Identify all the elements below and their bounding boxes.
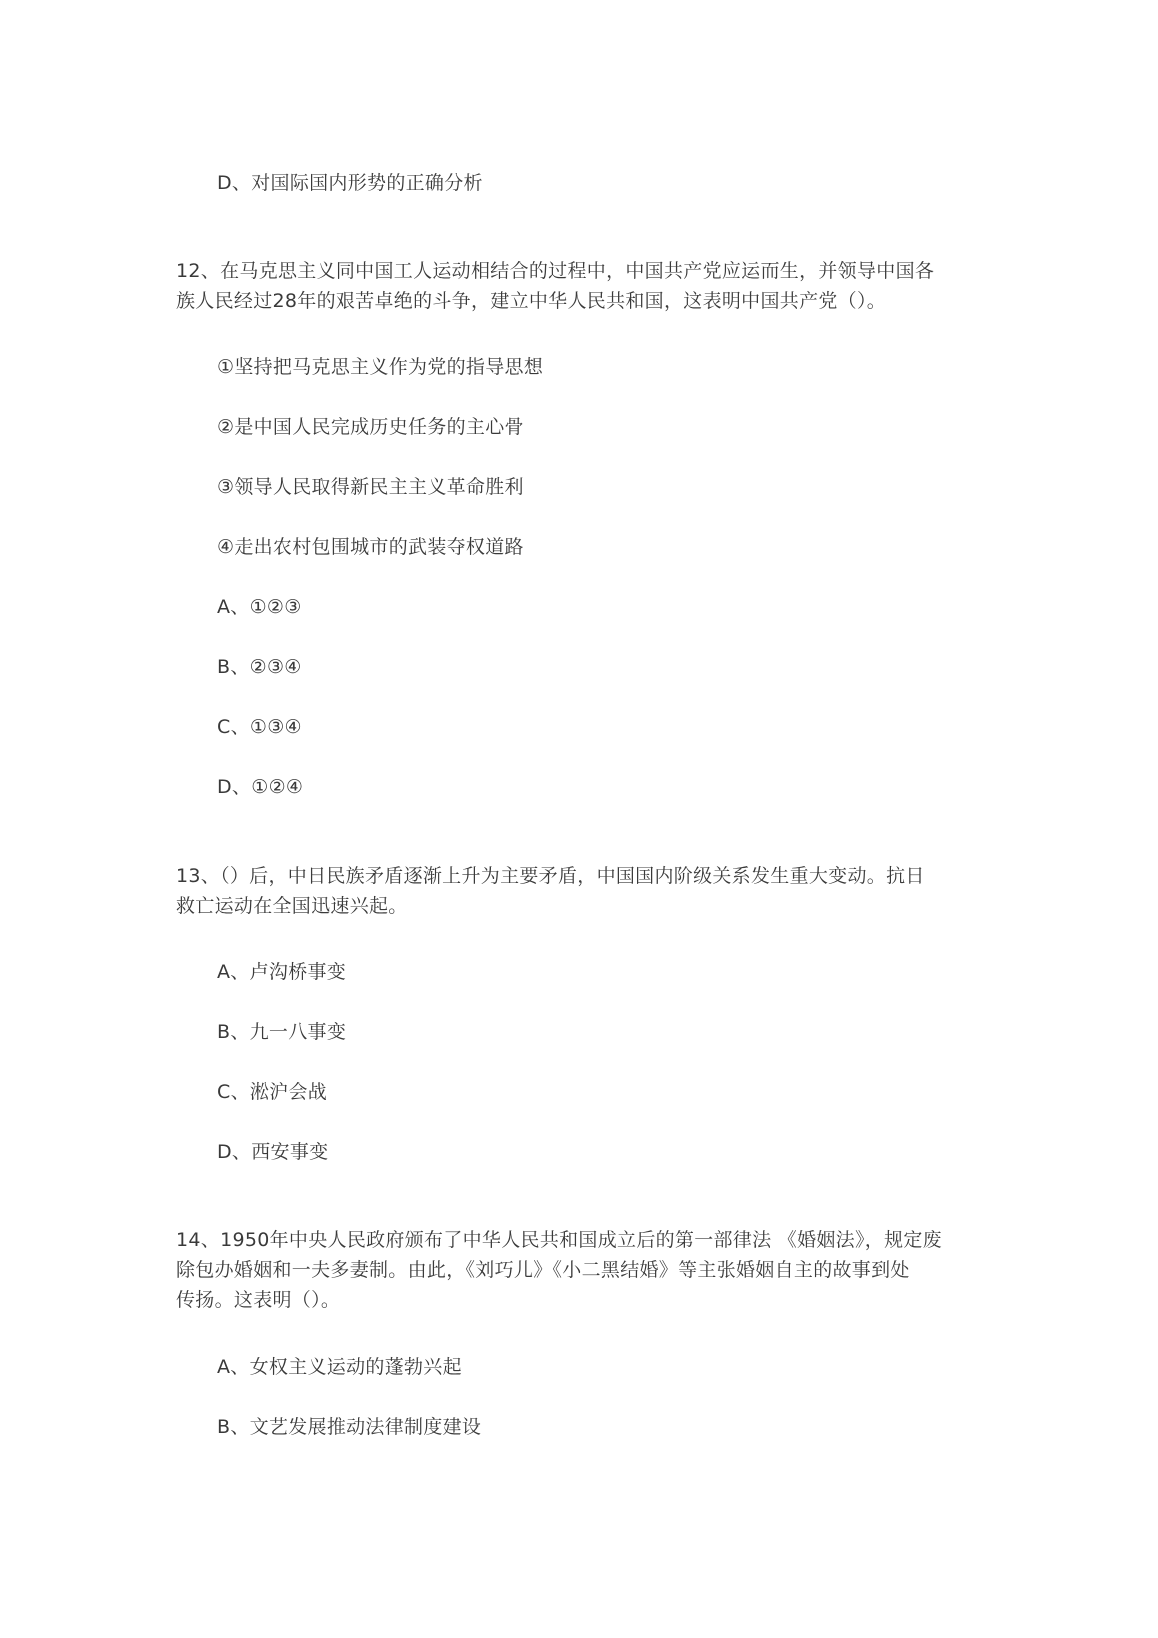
q14-option-a: A、女权主义运动的蓬勃兴起 [217,1356,462,1378]
q14-option-b: B、文艺发展推动法律制度建设 [217,1416,482,1438]
q12-statement-4: ④走出农村包围城市的武装夺权道路 [217,536,524,558]
q13-stem-line1: 13、（）后，中日民族矛盾逐渐上升为主要矛盾，中国国内阶级关系发生重大变动。抗日 [176,865,925,887]
q13-option-c: C、淞沪会战 [217,1081,328,1103]
q14-stem-line1: 14、1950年中央人民政府颁布了中华人民共和国成立后的第一部律法 《婚姻法》，规定废 [176,1229,942,1251]
q14-stem-line3: 传扬。这表明（）。 [176,1289,341,1311]
q12-statement-3: ③领导人民取得新民主主义革命胜利 [217,476,524,498]
q12-option-c: C、①③④ [217,716,302,738]
option-d-prev: D、对国际国内形势的正确分析 [217,172,483,194]
q12-stem-line1: 12、在马克思主义同中国工人运动相结合的过程中，中国共产党应运而生，并领导中国各 [176,260,935,282]
q13-option-a: A、卢沟桥事变 [217,961,347,983]
q13-stem-line2: 救亡运动在全国迅速兴起。 [176,895,408,917]
q13-option-b: B、九一八事变 [217,1021,347,1043]
q12-option-a: A、①②③ [217,596,302,618]
q12-option-d: D、①②④ [217,776,304,798]
q13-option-d: D、西安事变 [217,1141,329,1163]
q12-statement-1: ①坚持把马克思主义作为党的指导思想 [217,356,544,378]
q12-option-b: B、②③④ [217,656,302,678]
q12-statement-2: ②是中国人民完成历史任务的主心骨 [217,416,524,438]
q14-stem-line2: 除包办婚姻和一夫多妻制。由此，《刘巧儿》《小二黑结婚》等主张婚姻自主的故事到处 [176,1259,910,1281]
q12-stem-line2: 族人民经过28年的艰苦卓绝的斗争，建立中华人民共和国，这表明中国共产党（）。 [176,290,887,312]
